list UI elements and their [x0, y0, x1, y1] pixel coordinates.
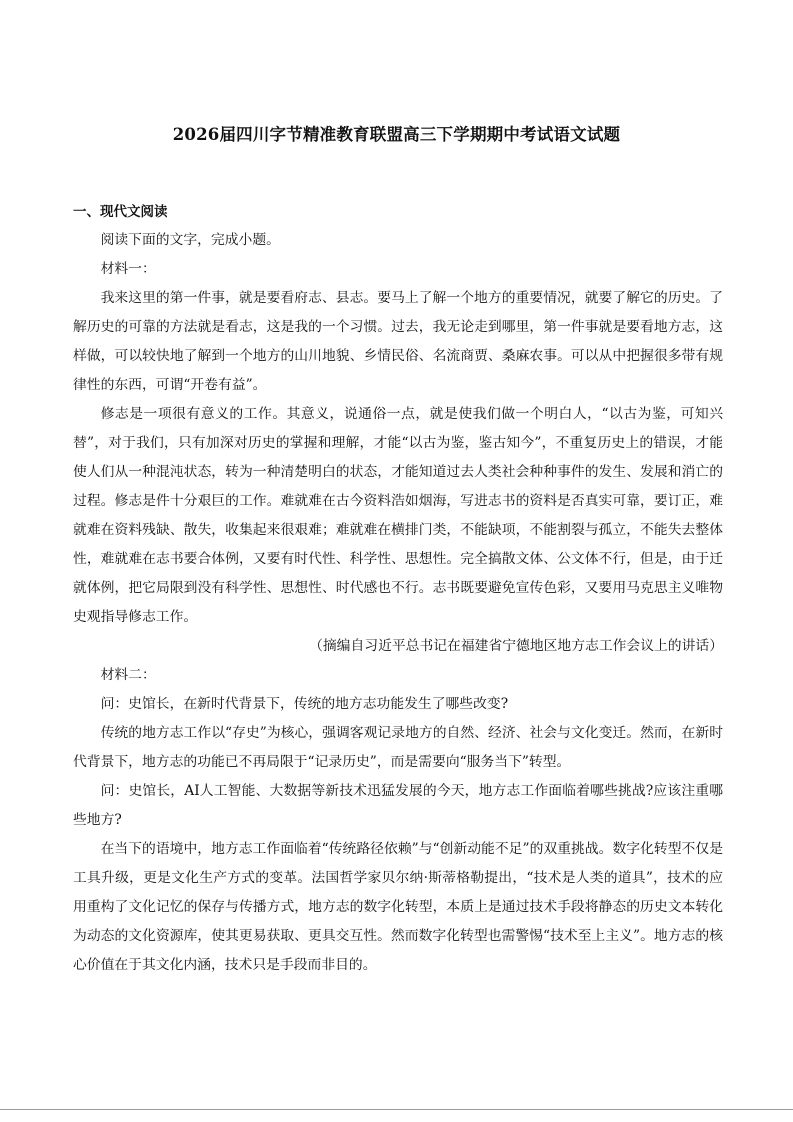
body-paragraph: 修志是一项很有意义的工作。其意义，说通俗一点，就是使我们做一个明白人，“以古为鉴，可知兴替”，对于我们，只有加深对历史的掌握和理解，才能“以古为鉴，鉴古知今”，不重复历史上的错误，才能使人们从一种混沌状态，转为一种清楚明白的状态，才能知道过去人类社会种种事件的发生、发展和消亡的过程。修志是件十分艰巨的工作。难就难在古今资料浩如烟海，写进志书的资料是否真实可靠，要订正，难就难在资料残缺、散失，收集起来很艰难；难就难在横排门类，不能缺项，不能割裂与孤立，不能失去整体性，难就难在志书要合体例，又要有时代性、科学性、思想性。完全搞散文体、公文体不行，但是，由于迁就体例，把它局限到没有科学性、思想性、时代感也不行。志书既要避免宣传色彩，又要用马克思主义唯物史观指导修志工作。 [73, 406, 723, 625]
body-paragraph: 传统的地方志工作以“存史”为核心，强调客观记录地方的自然、经济、社会与文化变迁。然而，在新时代背景下，地方志的功能已不再局限于“记录历史”，而是需要向“服务当下”转型。 [73, 725, 723, 770]
section-heading: 一、现代文阅读 [73, 204, 168, 220]
body-paragraph: 在当下的语境中，地方志工作面临着“传统路径依赖”与“创新动能不足”的双重挑战。数字化转型不仅是工具升级，更是文化生产方式的变革。法国哲学家贝尔纳·斯蒂格勒提出，“技术是人类的道具”，技术的应用重构了文化记忆的保存与传播方式，地方志的数字化转型，本质上是通过技术手段将静态的历史文本转化为动态的文化资源库，使其更易获取、更具交互性。然而数字化转型也需警惕“技术至上主义”。地方志的核心价值在于其文化内涵，技术只是手段而非目的。 [73, 841, 723, 973]
instruction-paragraph: 阅读下面的文字，完成小题。 [100, 232, 280, 248]
body-paragraph: 我来这里的第一件事，就是要看府志、县志。要马上了解一个地方的重要情况，就要了解它的历史。了解历史的可靠的方法就是看志，这是我的一个习惯。过去，我无论走到哪里，第一件事就是要看地方志，这样做，可以较快地了解到一个地方的山川地貌、乡情民俗、名流商贾、桑麻农事。可以从中把握很多带有规律性的东西，可谓“开卷有益”。 [73, 290, 723, 393]
interview-question: 问：史馆长，AI人工智能、大数据等新技术迅猛发展的今天，地方志工作面临着哪些挑战?应该注重哪些地方? [73, 783, 723, 828]
document-title: 2026届四川字节精准教育联盟高三下学期期中考试语文试题 [172, 125, 621, 144]
material-label: 材料二： [100, 667, 156, 683]
page-bottom-rule [0, 1109, 793, 1110]
material-label: 材料一： [100, 261, 156, 277]
source-citation: （摘编自习近平总书记在福建省宁德地区地方志工作会议上的讲话） [309, 638, 723, 654]
interview-question: 问：史馆长，在新时代背景下，传统的地方志功能发生了哪些改变? [100, 696, 509, 712]
document-body [73, 226, 723, 980]
